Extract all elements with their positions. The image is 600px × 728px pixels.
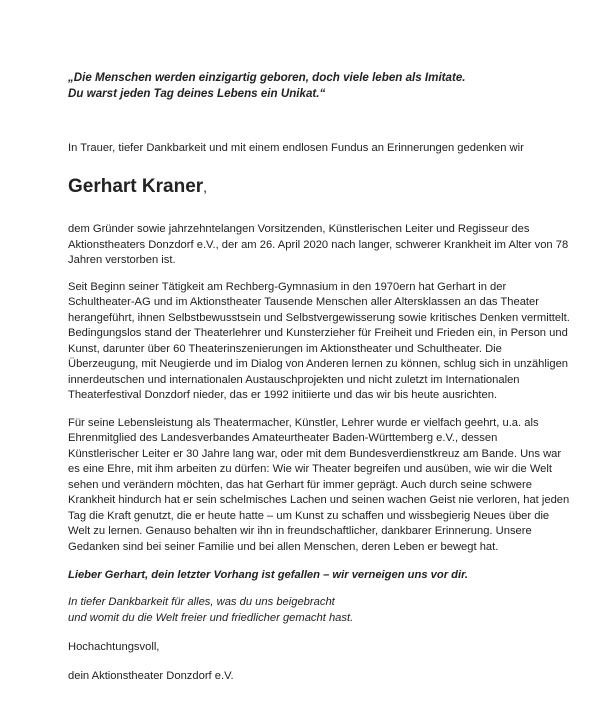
thanks-line-2: und womit du die Welt freier und friedlicher gemacht hast. bbox=[68, 611, 354, 624]
paragraph-line: Überzeugung, mit Neugierde und im Dialog von Anderen lernen zu können, schlug sich in unzähligen bbox=[68, 358, 569, 370]
thanks-line-1: In tiefer Dankbarkeit für alles, was du uns beigebracht bbox=[68, 596, 335, 608]
paragraph-line: Künstlerischer Leiter er 30 Jahre lang war, oder mit dem Bundesverdienstkreuz am Bande. Uns war bbox=[68, 447, 562, 460]
paragraph-line: Gedanken sind bei seiner Familie und bei allen Menschen, deren Leben er bewegt hat. bbox=[68, 540, 499, 553]
paragraph-line: Theaterfestival Donzdorf nieder, das er 1992 initiierte und das wir bis heute ausrichten. bbox=[68, 389, 498, 401]
paragraph-line: Jahren verstorben ist. bbox=[68, 254, 176, 266]
quote-line-1: „Die Menschen werden einzigartig geboren, doch viele leben als Imitate. bbox=[68, 71, 466, 84]
paragraph-line: Schultheater-AG und im Aktionstheater Tausende Menschen aller Altersklassen an das Theater bbox=[68, 296, 539, 308]
paragraph-line: Ehrenmitglied des Landesverbandes Amateurtheater Baden-Württemberg e.V., dessen bbox=[68, 432, 498, 444]
paragraph-career bbox=[68, 280, 570, 404]
paragraph-line: herangeführt, ihnen Selbstbewusstsein und Selbstvergewisserung sowie kritisches Denken vermittelt. bbox=[68, 311, 570, 324]
paragraph-line: Kunst, darunter über 60 Theaterinszenierungen im Aktionstheater und Schultheater. Die bbox=[68, 342, 502, 355]
paragraph-line: Für seine Lebensleistung als Theatermacher, Künstler, Lehrer wurde er vielfach geehrt, u.a. als bbox=[68, 416, 539, 429]
intro-text: In Trauer, tiefer Dankbarkeit und mit einem endlosen Fundus an Erinnerungen gedenken wir bbox=[68, 142, 524, 154]
paragraph-line: sehen und verändern möchten, das hat Gerhart für immer geprägt. Auch durch seine schwere bbox=[68, 478, 532, 491]
paragraph-line: Tag die Kraft genutzt, die er heute hatte – um Kunst zu schaffen und wissbegierig Neues über die bbox=[68, 509, 550, 522]
paragraph-line: Aktionstheaters Donzdorf e.V., der am 26. April 2020 nach langer, schwerer Krankheit im Alter von 78 bbox=[68, 238, 569, 251]
paragraph-line: es eine Ehre, mit ihm arbeiten zu dürfen: Wie wir Theater begreifen und ausüben, wie wir die Welt bbox=[68, 463, 553, 475]
signature: dein Aktionstheater Donzdorf e.V. bbox=[68, 670, 234, 682]
paragraph-line: Welt zu lernen. Genauso behalten wir ihn in freundschaftlicher, dankbarer Erinnerung. Unsere bbox=[68, 525, 532, 537]
paragraph-line: Krankheit hindurch hat er sein schelmisches Lachen und seinen wachen Geist nie verloren, hat jeden bbox=[68, 494, 570, 506]
obituary-page bbox=[68, 70, 570, 684]
deceased-name bbox=[68, 176, 538, 198]
closing-salutation: Hochachtungsvoll, bbox=[68, 641, 160, 653]
opening-quote bbox=[68, 70, 538, 102]
quote-line-2: Du warst jeden Tag deines Lebens ein Unikat.“ bbox=[68, 87, 326, 100]
thanks-text bbox=[68, 595, 538, 626]
paragraph-line: innerdeutschen und internationalen Austauschprojekten und nicht zuletzt im Internationalen bbox=[68, 373, 520, 386]
paragraph-line: Seit Beginn seiner Tätigkeit am Rechberg-Gymnasium in den 1970ern hat Gerhart in der bbox=[68, 280, 507, 293]
farewell-line: Lieber Gerhart, dein letzter Vorhang ist gefallen – wir verneigen uns vor dir. bbox=[68, 569, 468, 581]
paragraph-honours bbox=[68, 416, 570, 556]
paragraph-line: Bedingungslos stand der Theaterlehrer und Kunsterzieher für Freiheit und Frieden ein, in Person und bbox=[68, 327, 568, 339]
paragraph-line: dem Gründer sowie jahrzehntelangen Vorsitzenden, Künstlerischen Leiter und Regisseur des bbox=[68, 223, 530, 235]
deceased-name-text: Gerhart Kraner bbox=[68, 176, 204, 197]
name-comma: , bbox=[203, 179, 208, 195]
paragraph-founder bbox=[68, 222, 569, 269]
